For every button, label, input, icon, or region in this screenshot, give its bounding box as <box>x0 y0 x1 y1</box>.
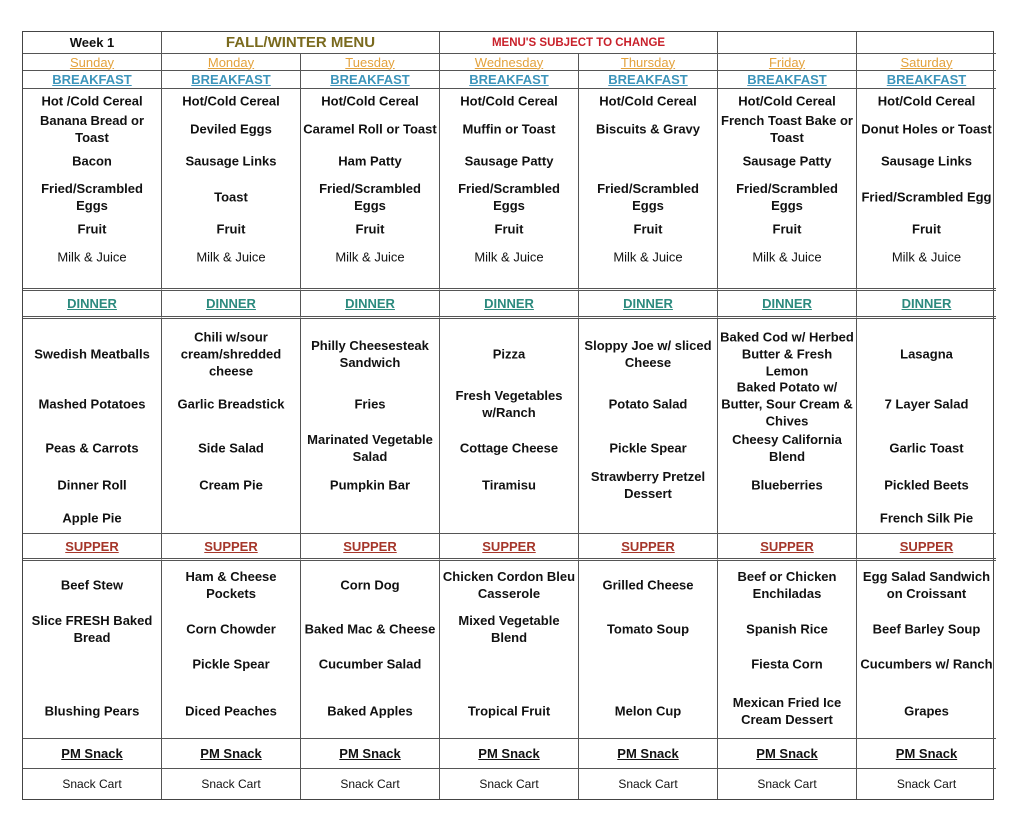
dinner-item: Cottage Cheese <box>459 440 559 456</box>
dinner-item: 7 Layer Salad <box>884 396 969 412</box>
dinner-item: Fries <box>354 396 386 412</box>
supper-label-text: SUPPER <box>343 538 397 554</box>
supper-item: Mixed Vegetable Blend <box>458 613 560 645</box>
day-header-thursday <box>579 54 718 71</box>
snack-cell <box>301 769 440 799</box>
supper-item: Cucumber Salad <box>318 656 422 672</box>
dinner-label-text: DINNER <box>623 296 673 311</box>
menu-notice: MENU'S SUBJECT TO CHANGE <box>440 32 718 54</box>
supper-label <box>857 534 996 561</box>
pm_snack-label-text: PM Snack <box>339 746 401 761</box>
breakfast-label-text: BREAKFAST <box>886 72 967 87</box>
supper-item: Mexican Fried Ice Cream Dessert <box>732 695 842 727</box>
day-header-saturday-text: Saturday <box>900 54 953 70</box>
pm_snack-label-text: PM Snack <box>200 746 262 761</box>
dinner-label-text: DINNER <box>901 296 952 311</box>
dinner-item: Pizza <box>492 346 526 362</box>
supper-cell-tuesday <box>301 561 440 739</box>
breakfast-item: Fried/Scrambled Eggs <box>736 181 838 213</box>
breakfast-item: Caramel Roll or Toast <box>303 121 437 137</box>
dinner-item: Lasagna <box>900 346 953 362</box>
pm_snack-label <box>857 739 996 769</box>
dinner-label <box>718 291 857 319</box>
dinner-label-text: DINNER <box>484 296 534 311</box>
supper-label <box>162 534 301 561</box>
breakfast-item: Sausage Links <box>185 153 277 169</box>
day-header-tuesday <box>301 54 440 71</box>
breakfast-cell-monday <box>162 89 301 291</box>
breakfast-item: Deviled Eggs <box>190 121 272 137</box>
dinner-item: Mashed Potatoes <box>38 396 146 412</box>
supper-item: Baked Apples <box>327 703 413 719</box>
dinner-item: Fresh Vegetables w/Ranch <box>455 388 563 420</box>
breakfast-item: Fried/Scrambled Eggs <box>319 181 421 213</box>
dinner-label-text: DINNER <box>206 296 256 311</box>
supper-label-text: SUPPER <box>760 538 814 554</box>
supper-item: Fiesta Corn <box>751 656 823 672</box>
supper-item: Beef or Chicken Enchiladas <box>737 569 837 601</box>
pm_snack-label-text: PM Snack <box>478 746 540 761</box>
breakfast-item: Hot/Cold Cereal <box>738 93 836 109</box>
breakfast-label-text: BREAKFAST <box>330 72 410 87</box>
pm_snack-label-text: PM Snack <box>61 746 123 761</box>
dinner-item: Baked Potato w/ Butter, Sour Cream & Chives <box>721 379 853 429</box>
week-label: Week 1 <box>23 32 162 54</box>
supper-label <box>718 534 857 561</box>
pm_snack-label <box>579 739 718 769</box>
breakfast-label <box>440 71 579 89</box>
snack-cell-text: Snack Cart <box>896 777 957 791</box>
dinner-item: Garlic Toast <box>889 440 964 456</box>
dinner-item: Pumpkin Bar <box>329 477 411 493</box>
breakfast-item: Sausage Patty <box>742 153 832 169</box>
supper-item: Beef Barley Soup <box>872 621 981 637</box>
breakfast-label <box>23 71 162 89</box>
day-header-wednesday <box>440 54 579 71</box>
breakfast-cell-wednesday <box>440 89 579 291</box>
breakfast-label <box>718 71 857 89</box>
supper-item: Diced Peaches <box>185 703 277 719</box>
breakfast-item: Milk & Juice <box>752 249 822 265</box>
breakfast-item: Milk & Juice <box>335 249 405 265</box>
snack-cell <box>857 769 996 799</box>
breakfast-item: Hot /Cold Cereal <box>41 93 143 109</box>
supper-item: Pickle Spear <box>192 656 270 672</box>
supper-label <box>440 534 579 561</box>
breakfast-item: Biscuits & Gravy <box>595 121 701 137</box>
dinner-item: French Silk Pie <box>879 510 974 526</box>
dinner-cell-tuesday <box>301 319 440 534</box>
dinner-label-text: DINNER <box>345 296 395 311</box>
pm_snack-label <box>718 739 857 769</box>
breakfast-item: Fruit <box>355 221 385 237</box>
day-header-saturday <box>857 54 996 71</box>
breakfast-item: Donut Holes or Toast <box>861 121 992 137</box>
dinner-item: Pickle Spear <box>609 440 687 456</box>
empty-header-cell <box>718 32 857 54</box>
breakfast-cell-friday <box>718 89 857 291</box>
dinner-item: Potato Salad <box>608 396 688 412</box>
supper-item: Ham & Cheese Pockets <box>185 569 277 601</box>
dinner-cell-monday <box>162 319 301 534</box>
breakfast-item: Fried/Scrambled Egg <box>861 189 992 205</box>
dinner-item: Sloppy Joe w/ sliced Cheese <box>584 338 712 370</box>
dinner-item: Peas & Carrots <box>45 440 139 456</box>
snack-cell <box>440 769 579 799</box>
supper-item: Corn Chowder <box>186 621 276 637</box>
supper-cell-saturday <box>857 561 996 739</box>
supper-label-text: SUPPER <box>65 538 119 554</box>
dinner-item: Chili w/sour cream/shredded cheese <box>180 329 282 379</box>
dinner-item: Baked Cod w/ Herbed Butter & Fresh Lemon <box>720 329 854 379</box>
supper-cell-sunday <box>23 561 162 739</box>
breakfast-item: Fruit <box>772 221 802 237</box>
dinner-label <box>301 291 440 319</box>
supper-item: Grilled Cheese <box>602 577 694 593</box>
snack-cell-text: Snack Cart <box>479 777 539 791</box>
breakfast-item: Fruit <box>77 221 107 237</box>
supper-item: Melon Cup <box>614 703 682 719</box>
supper-item: Slice FRESH Baked Bread <box>31 613 153 645</box>
day-header-friday <box>718 54 857 71</box>
snack-cell-text: Snack Cart <box>618 777 678 791</box>
breakfast-cell-tuesday <box>301 89 440 291</box>
snack-cell <box>162 769 301 799</box>
breakfast-item: Hot/Cold Cereal <box>599 93 697 109</box>
breakfast-item: Banana Bread or Toast <box>39 113 145 145</box>
breakfast-item: Hot/Cold Cereal <box>460 93 558 109</box>
day-header-friday-text: Friday <box>768 54 806 70</box>
pm_snack-label-text: PM Snack <box>617 746 679 761</box>
breakfast-item: Fried/Scrambled Eggs <box>597 181 699 213</box>
supper-item: Tomato Soup <box>606 621 690 637</box>
breakfast-item: Milk & Juice <box>57 249 127 265</box>
breakfast-label-text: BREAKFAST <box>191 72 271 87</box>
pm_snack-label <box>301 739 440 769</box>
dinner-label <box>579 291 718 319</box>
breakfast-item: French Toast Bake or Toast <box>721 113 853 145</box>
supper-label-text: SUPPER <box>621 538 675 554</box>
dinner-item: Side Salad <box>198 440 264 456</box>
breakfast-item: Milk & Juice <box>196 249 266 265</box>
dinner-item: Dinner Roll <box>57 477 127 493</box>
snack-cell-text: Snack Cart <box>757 777 817 791</box>
dinner-cell-thursday <box>579 319 718 534</box>
breakfast-item: Fruit <box>912 221 941 237</box>
breakfast-item: Bacon <box>72 153 112 169</box>
menu-title: FALL/WINTER MENU <box>162 32 440 54</box>
dinner-item: Strawberry Pretzel Dessert <box>590 469 706 501</box>
day-header-monday <box>162 54 301 71</box>
breakfast-cell-sunday <box>23 89 162 291</box>
pm_snack-label <box>440 739 579 769</box>
dinner-label-text: DINNER <box>762 296 812 311</box>
snack-cell <box>579 769 718 799</box>
supper-item: Cucumbers w/ Ranch <box>860 656 993 672</box>
breakfast-item: Hot/Cold Cereal <box>321 93 419 109</box>
supper-label <box>301 534 440 561</box>
supper-cell-friday <box>718 561 857 739</box>
breakfast-label-text: BREAKFAST <box>52 72 132 87</box>
breakfast-label <box>301 71 440 89</box>
day-header-wednesday-text: Wednesday <box>474 54 544 70</box>
dinner-label-text: DINNER <box>67 296 117 311</box>
menu-table <box>22 31 994 800</box>
breakfast-item: Toast <box>214 189 248 205</box>
breakfast-label <box>579 71 718 89</box>
dinner-item: Marinated Vegetable Salad <box>307 432 433 464</box>
dinner-cell-friday <box>718 319 857 534</box>
breakfast-cell-thursday <box>579 89 718 291</box>
breakfast-label-text: BREAKFAST <box>608 72 688 87</box>
breakfast-label-text: BREAKFAST <box>469 72 549 87</box>
dinner-item: Blueberries <box>751 477 823 493</box>
supper-cell-wednesday <box>440 561 579 739</box>
day-header-monday-text: Monday <box>207 54 255 70</box>
dinner-cell-sunday <box>23 319 162 534</box>
supper-cell-thursday <box>579 561 718 739</box>
breakfast-item: Muffin or Toast <box>462 121 556 137</box>
pm_snack-label-text: PM Snack <box>895 746 958 761</box>
dinner-item: Swedish Meatballs <box>34 346 150 362</box>
breakfast-item: Fried/Scrambled Eggs <box>458 181 560 213</box>
supper-cell-monday <box>162 561 301 739</box>
dinner-item: Pickled Beets <box>884 477 969 493</box>
dinner-label <box>162 291 301 319</box>
supper-label-text: SUPPER <box>482 538 536 554</box>
pm_snack-label <box>23 739 162 769</box>
breakfast-item: Fruit <box>216 221 246 237</box>
dinner-label <box>440 291 579 319</box>
supper-label <box>579 534 718 561</box>
supper-item: Corn Dog <box>340 577 400 593</box>
dinner-cell-saturday <box>857 319 996 534</box>
snack-cell-text: Snack Cart <box>62 777 122 791</box>
snack-cell-text: Snack Cart <box>340 777 400 791</box>
empty-header-cell <box>857 32 996 54</box>
breakfast-item: Milk & Juice <box>891 249 962 265</box>
day-header-thursday-text: Thursday <box>620 54 676 70</box>
supper-item: Chicken Cordon Bleu Casserole <box>442 569 576 601</box>
breakfast-label <box>857 71 996 89</box>
breakfast-item: Fruit <box>494 221 524 237</box>
supper-item: Baked Mac & Cheese <box>304 621 436 637</box>
day-header-sunday-text: Sunday <box>69 54 115 70</box>
breakfast-item: Sausage Links <box>880 153 973 169</box>
breakfast-label-text: BREAKFAST <box>747 72 827 87</box>
breakfast-item: Hot/Cold Cereal <box>877 93 976 109</box>
snack-cell <box>718 769 857 799</box>
snack-cell <box>23 769 162 799</box>
breakfast-cell-saturday <box>857 89 996 291</box>
dinner-label <box>857 291 996 319</box>
pm_snack-label-text: PM Snack <box>756 746 818 761</box>
dinner-item: Philly Cheesesteak Sandwich <box>311 338 429 370</box>
supper-label-text: SUPPER <box>204 538 258 554</box>
dinner-item: Cream Pie <box>199 477 263 493</box>
breakfast-item: Sausage Patty <box>464 153 554 169</box>
supper-item: Beef Stew <box>60 577 124 593</box>
supper-item: Tropical Fruit <box>467 703 551 719</box>
supper-item: Grapes <box>904 703 949 719</box>
dinner-cell-wednesday <box>440 319 579 534</box>
breakfast-item: Milk & Juice <box>474 249 544 265</box>
snack-cell-text: Snack Cart <box>201 777 261 791</box>
dinner-item: Cheesy California Blend <box>732 432 842 464</box>
day-header-tuesday-text: Tuesday <box>345 54 395 70</box>
day-header-sunday <box>23 54 162 71</box>
dinner-item: Apple Pie <box>62 510 122 526</box>
supper-item: Spanish Rice <box>746 621 828 637</box>
dinner-item: Tiramisu <box>482 477 536 493</box>
supper-label <box>23 534 162 561</box>
dinner-item: Garlic Breadstick <box>177 396 285 412</box>
breakfast-label <box>162 71 301 89</box>
supper-label-text: SUPPER <box>899 538 954 554</box>
supper-item: Egg Salad Sandwich on Croissant <box>862 569 991 601</box>
dinner-label <box>23 291 162 319</box>
breakfast-item: Fried/Scrambled Eggs <box>41 181 143 213</box>
breakfast-item: Hot/Cold Cereal <box>182 93 280 109</box>
pm_snack-label <box>162 739 301 769</box>
breakfast-item: Ham Patty <box>338 153 402 169</box>
supper-item: Blushing Pears <box>44 703 140 719</box>
breakfast-item: Milk & Juice <box>613 249 683 265</box>
breakfast-item: Fruit <box>633 221 663 237</box>
